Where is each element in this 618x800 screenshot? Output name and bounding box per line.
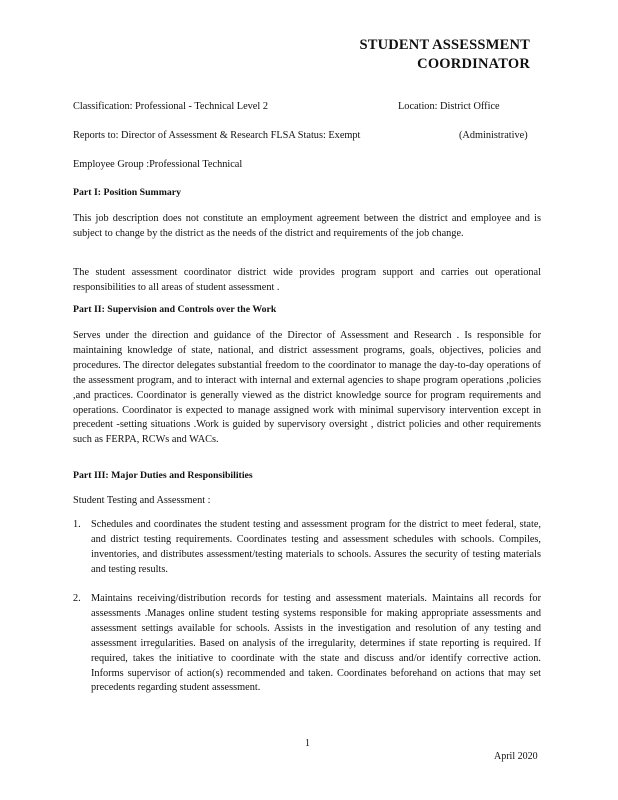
duty-item-text: Maintains receiving/distribution records for testing and assessment materials. Maintains all records for assessments .Manages online student testing systems responsible for making appropriate assessments and assessment settings available for schools. Assists in the investigation and resolution of any testing and assessment irregularities. Based on analysis of the irregularity, determines if state reporting is required. If required, takes the initiative to coordinate with the state and discuss and/or identify corrective action. Informs supervisor of action(s) recommended and taken. Coordinates beforehand on actions that may set precedents regarding student assessment.: [91, 593, 541, 694]
duty-item-text: Schedules and coordinates the student testing and assessment program for the district to meet federal, state, and district testing requirements. Coordinates testing and assessment schedules with schools. Compiles, inventories, and distributes assessment/testing materials to schools. Assures the security of testing materials and testing results.: [91, 519, 541, 575]
part2-heading: Part II: Supervision and Controls over the Work: [73, 304, 277, 315]
part1-heading: Part I: Position Summary: [73, 187, 182, 198]
part2-paragraph: Serves under the direction and guidance of the Director of Assessment and Research . Is responsible for maintaining knowledge of state, national, and district assessment programs, goals, objectives, policies and procedures. The director delegates substantial freedom to the coordinator to manage the day-to-day operations of the assessment program, and to interact with internal and external agencies to shape program operations ,policies ,and practices. Coordinator is generally viewed as the district knowledge source for program requirements and operations. Coordinator is expected to manage assigned work with minimal supervisory intervention except in precedent -setting situations .Work is guided by supervisory oversight , district policies and other requirements such as FERPA, RCWs and WACs.: [73, 330, 541, 446]
footer-date: April 2020: [494, 751, 538, 762]
page-number: 1: [305, 738, 310, 749]
part3-subheading: Student Testing and Assessment :: [73, 495, 211, 506]
document-title-line2: COORDINATOR: [417, 56, 530, 72]
classification-text: Classification: Professional - Technical Level 2: [73, 101, 268, 112]
part3-heading: Part III: Major Duties and Responsibilities: [73, 470, 253, 481]
part1-paragraph1: This job description does not constitute an employment agreement between the district and employee and is subject to change by the district as the needs of the district and requirements of the job change.: [73, 213, 541, 239]
employee-group-text: Employee Group :Professional Technical: [73, 159, 243, 170]
duty-item-number: 1.: [73, 519, 81, 530]
location-text: Location: District Office: [398, 101, 500, 112]
duty-item-number: 2.: [73, 593, 81, 604]
duty-item-1: [73, 518, 541, 578]
part1-paragraph2: The student assessment coordinator district wide provides program support and carries out operational responsibilities to all areas of student assessment .: [73, 267, 541, 293]
reports-to-text: Reports to: Director of Assessment & Research FLSA Status: Exempt: [73, 130, 361, 141]
document-title-line1: STUDENT ASSESSMENT: [359, 37, 530, 53]
exempt-note: (Administrative): [459, 130, 528, 141]
duty-item-2: [73, 592, 541, 696]
